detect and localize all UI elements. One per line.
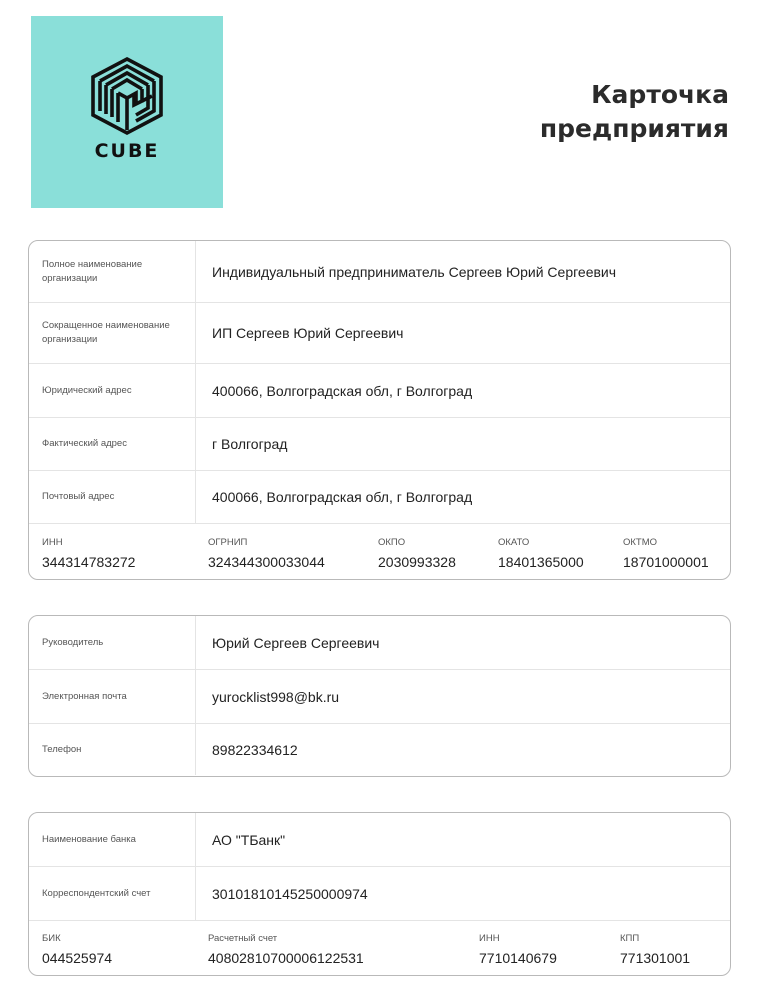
code-value: 18401365000 — [498, 554, 584, 570]
row-value: 400066, Волгоградская обл, г Волгоград — [212, 382, 473, 399]
code-label: ОКАТО — [498, 537, 530, 548]
code-label: БИК — [42, 933, 61, 944]
row-value: 30101810145250000974 — [212, 885, 368, 902]
code-value: 40802810700006122531 — [208, 950, 364, 966]
row-label: Почтовый адрес — [29, 471, 196, 523]
code-inn — [42, 537, 135, 570]
row-value: 400066, Волгоградская обл, г Волгоград — [212, 489, 473, 505]
row-label: Сокращенное наименование организации — [29, 303, 196, 363]
row-label: Фактический адрес — [29, 418, 196, 470]
row-actual-address — [29, 418, 730, 471]
row-label: Электронная почта — [29, 670, 196, 723]
row-label: Руководитель — [29, 616, 196, 669]
code-label: ОКПО — [378, 537, 406, 548]
row-value: АО "ТБанк" — [212, 831, 286, 848]
row-value: Юрий Сергеев Сергеевич — [212, 634, 380, 651]
cube-maze-icon — [89, 56, 165, 136]
row-phone — [29, 724, 730, 775]
row-value: 89822334612 — [212, 741, 298, 758]
code-oktmo — [623, 537, 709, 570]
code-ogrnip — [208, 537, 325, 570]
code-label: ИНН — [42, 537, 63, 548]
code-label: ИНН — [479, 933, 500, 944]
row-label: Наименование банка — [29, 813, 196, 866]
code-label: КПП — [620, 933, 640, 944]
page-title: Карточка предприятия — [539, 80, 729, 143]
code-value: 771301001 — [620, 950, 691, 966]
row-postal-address — [29, 471, 730, 524]
code-value: 324344300033044 — [208, 554, 325, 570]
code-value: 044525974 — [42, 950, 113, 966]
row-short-name — [29, 303, 730, 364]
row-label: Юридический адрес — [29, 364, 196, 417]
code-value: 18701000001 — [623, 554, 709, 570]
company-logo — [31, 16, 223, 208]
row-legal-address — [29, 364, 730, 418]
code-label: ОГРНИП — [208, 537, 248, 548]
code-label: Расчетный счет — [208, 933, 278, 944]
bank-codes — [29, 921, 730, 976]
code-bik — [42, 933, 112, 966]
code-value: 344314783272 — [42, 554, 136, 570]
bank-card — [28, 812, 731, 976]
row-corr-account — [29, 867, 730, 921]
code-okato — [498, 537, 584, 570]
row-value: yurocklist998@bk.ru — [212, 688, 340, 705]
company-card — [28, 240, 731, 580]
code-okpo — [378, 537, 456, 570]
code-account — [208, 933, 364, 966]
code-value: 2030993328 — [378, 554, 456, 570]
row-bank-name — [29, 813, 730, 867]
row-email — [29, 670, 730, 724]
code-value: 7710140679 — [479, 950, 557, 966]
row-label: Телефон — [29, 724, 196, 775]
row-value: ИП Сергеев Юрий Сергеевич — [212, 325, 404, 341]
code-label: ОКТМО — [623, 537, 658, 548]
row-value: Индивидуальный предприниматель Сергеев Юрий Сергеевич — [212, 263, 617, 280]
logo-text: CUBE — [94, 140, 160, 162]
code-bank-inn — [479, 933, 557, 966]
row-label: Корреспондентский счет — [29, 867, 196, 920]
row-label: Полное наименование организации — [29, 241, 196, 302]
code-kpp — [620, 933, 690, 966]
row-full-name — [29, 241, 730, 303]
contacts-card — [28, 615, 731, 777]
row-value: г Волгоград — [212, 436, 288, 452]
company-codes — [29, 524, 730, 580]
row-director — [29, 616, 730, 670]
